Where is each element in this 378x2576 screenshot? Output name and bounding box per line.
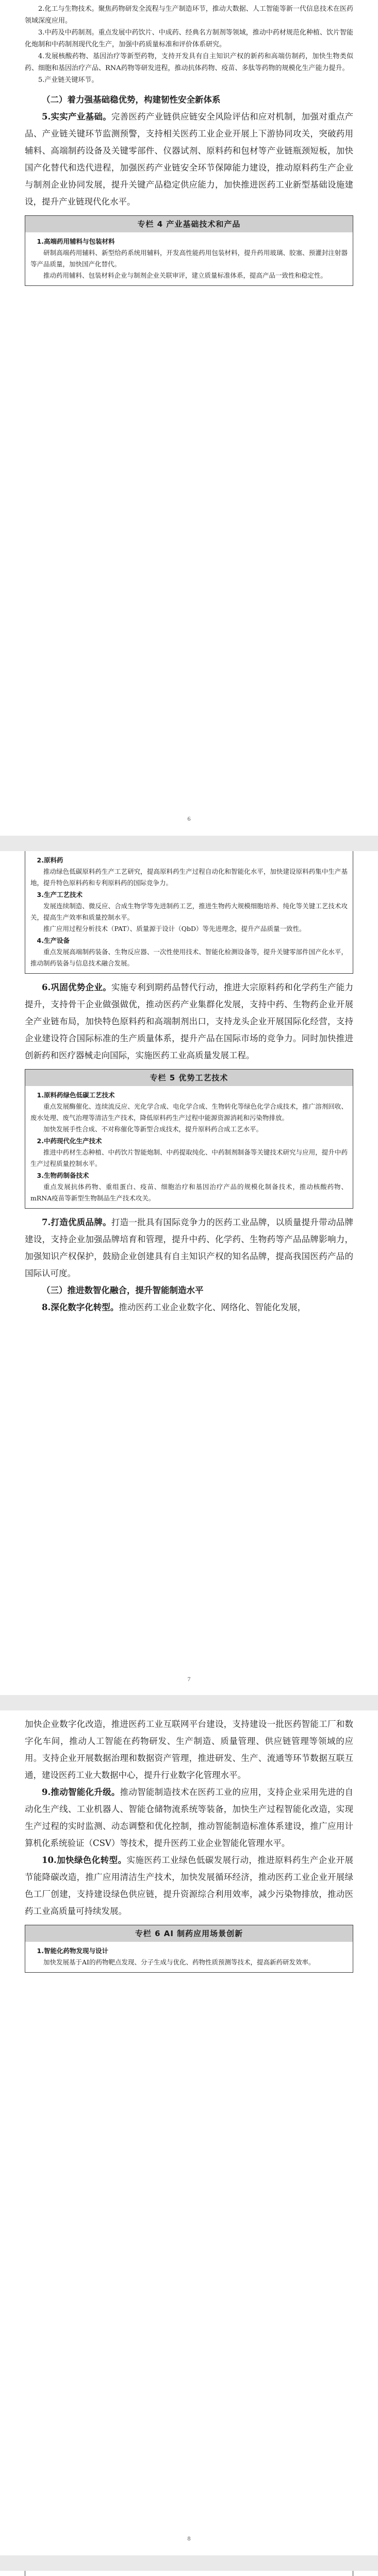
box-subheading: 1.智能化药物发现与设计 (37, 1947, 108, 1955)
page-number: 7 (187, 1675, 191, 1683)
paragraph (25, 1784, 353, 1852)
box-paragraph (30, 2574, 348, 2576)
box-subheading: 1.原料药绿色低碳工艺技术 (37, 1091, 115, 1099)
box-paragraph: 重点发展抗体药物、重组蛋白、疫苗、细胞治疗和基因治疗产品的规模化制备技术，推动核酸药物、mRNA疫苗等新型生物制品生产技术攻关。 (30, 1183, 348, 1202)
body-text-small (25, 3, 353, 86)
box-subheading: 4.生产设备 (37, 937, 70, 944)
box-paragraph: 发展连续制造、微反应、合成生物学等先进制药工艺，推进生物药大规模细胞培养、纯化等关键工艺技术攻关，提高生产效率和质量控制水平。 (30, 902, 348, 921)
page-gap (0, 836, 378, 851)
box-subheading: 1.高端药用辅料与包装材料 (37, 238, 115, 245)
sidebar-box (25, 1925, 353, 1973)
sidebar-box-continued (25, 851, 353, 974)
paragraph (25, 1852, 353, 1920)
paragraph: 3.中药及中药制剂。重点发展中药饮片、中成药、经典名方制剂等领域，推动中药材规范化种植、饮片智能化炮制和中药制剂现代化生产，加强中药质量标准和评价体系研究。 (25, 29, 353, 48)
box-subheading: 3.生产工艺技术 (37, 891, 83, 899)
section-heading: （二）着力强基础稳优势，构建韧性安全新体系 (42, 95, 221, 105)
box-paragraph: 重点发展酶催化、连续流反应、光化学合成、电化学合成、生物转化等绿色化学合成技术，推广溶剂回收、废水处理、废气治理等清洁生产技术，降低原料药生产过程中能源资源消耗和污染物排放。 (30, 1103, 348, 1122)
paragraph-lead: 8.深化数字化转型。 (42, 1302, 119, 1312)
paragraph-text: 打造一批具有国际竞争力的医药工业品牌，以质量提升带动品牌建设，支持企业加强品牌培育和管理，提升中药、化学药、生物药等产品品牌影响力，加强知识产权保护，鼓励企业创建具有自主知识产权的知名品牌，提高我国医药产品的国际认可度。 (25, 1217, 353, 1278)
box-paragraph: 推动药用辅料、包装材料企业与制剂企业关联审评，建立质量标准体系，提高产品一致性和稳定性。 (43, 272, 327, 279)
document-page (0, 2571, 378, 2576)
page-number: 8 (187, 2535, 191, 2542)
box-paragraph: 加快发展手性合成、不对称催化等新型合成技术，提升原料药合成工艺水平。 (43, 1125, 263, 1133)
box-subheading: 2.中药现代化生产技术 (37, 1137, 102, 1145)
box-paragraph: 推进中药材生态种植、中药饮片智能炮制、中药提取纯化、中药制剂制备等关键技术研究与应用，提升中药生产过程质量控制水平。 (30, 1148, 348, 1167)
box-paragraph: 推广应用过程分析技术（PAT）、质量源于设计（QbD）等先进理念，提升产品质量一致性。 (43, 925, 306, 933)
paragraph: 加快企业数字化改造，推进医药工业互联网平台建设，支持建设一批医药智能工厂和数字化车间，推动人工智能在药物研发、生产制造、质量管理、供应链管理等领域的应用。支持企业开展数据治理和数据资产管理，推进研发、生产、流通等环节数据互联互通，建设医药工业大数据中心，提升行业数字化管理水平。 (25, 1719, 353, 1780)
paragraph-lead: 9.推动智能化升级。 (42, 1787, 120, 1797)
page-gap (0, 2555, 378, 2571)
paragraph-lead: 7.打造优质品牌。 (42, 1217, 111, 1227)
paragraph-text: 实施医药工业绿色低碳发展行动，推进原料药生产企业开展节能降碳改造，推广应用清洁生产技术，加快发展循环经济，推动医药工业企业开展绿色工厂创建，支持建设绿色供应链，提升资源综合利用效率，减少污染物排放，推动医药工业高质量可持续发展。 (25, 1855, 354, 1916)
paragraph: 5.产业链关键环节。 (38, 76, 98, 84)
box-paragraph: 重点发展高端制药装备、生物反应器、一次性使用技术、智能化检测设备等，提升关键零部件国产化水平，推动制药装备与信息技术融合发展。 (30, 948, 348, 967)
paragraph (25, 979, 353, 1064)
paragraph-text: 推动医药工业企业数字化、网络化、智能化发展， (119, 1302, 306, 1312)
paragraph: 2.化工与生物技术。聚焦药物研发全流程与生产制造环节，推动大数据、人工智能等新一代信息技术在医药领域深度应用。 (25, 5, 353, 25)
paragraph (25, 1299, 353, 1316)
document-page (0, 1710, 378, 2555)
section-heading: （三）推进数智化融合，提升智能制造水平 (42, 1285, 204, 1295)
box-title: 专栏 5 优势工艺技术 (25, 1070, 353, 1086)
paragraph: 4.发展核酸药物、基因治疗等新型药物，支持开发具有自主知识产权的新药和高端仿制药，加快生物类似药、细胞和基因治疗产品、RNA药物等研发进程，推动抗体药物、疫苗、多肽等药物的规模化生产能力提升。 (25, 53, 353, 72)
page-gap (0, 1695, 378, 1710)
box-paragraph: 加快发展基于AI的药物靶点发现、分子生成与优化、药物性质预测等技术，提高新药研发效率。 (43, 1958, 315, 1966)
sidebar-box-continued (25, 2571, 353, 2576)
box-paragraph: 推动绿色低碳原料药生产工艺研究，提高原料药生产过程自动化和智能化水平，加快建设原料药集中生产基地，提升特色原料药和专利原料药的国际竞争力。 (30, 868, 348, 887)
document-page (0, 851, 378, 1695)
paragraph-text: 实施专利到期药品替代行动，推进大宗原料药和化学药生产能力提升，支持骨干企业做强做优，推动医药产业集群化发展，支持中药、生物药企业开展全产业链布局，加快特色原料药和高端制剂出口，支持龙头企业开展国际化经营，支持企业建设符合国际标准的生产质量体系，提升产品在国际市场的竞争力。同时加快推进创新药和医疗器械走向国际，实施医药工业高质量发展工程。 (25, 982, 353, 1060)
paragraph (25, 108, 353, 210)
paragraph-text: 完善医药产业链供应链安全风险评估和应对机制，加强对重点产品、产业链关键环节监测预警，支持相关医药工业企业开展上下游协同攻关，突破药用辅料、高端制药设备及关键零部件、仪器试剂、原料药和包材等产业链瓶颈短板，加快国产化替代和迭代进程，加强医药产业链安全环节保障能力建设，推动原料药生产企业与制剂企业协同发展，提升关键产品稳定供应能力，加快推进医药工业新型基础设施建设，提升产业链现代化水平。 (25, 112, 353, 207)
paragraph-lead: 6.巩固优势企业。 (42, 982, 111, 992)
paragraph-lead: 10.加快绿色化转型。 (42, 1855, 127, 1865)
box-title: 专栏 4 产业基础技术和产品 (25, 216, 353, 232)
sidebar-box (25, 215, 353, 286)
paragraph-text: 推动智能制造技术在医药工业的应用，支持企业采用先进的自动化生产线、工业机器人、智能仓储物流系统等装备，加快生产过程智能化改造，实现生产过程的实时监测、动态调整和优化控制，推动智能制造标准体系建设，推广应用计算机化系统验证（CSV）等技术，提升医药工业企业智能化管理水平。 (25, 1787, 353, 1848)
box-subheading: 3.生物药制备技术 (37, 1172, 89, 1179)
box-paragraph: 研制高端药用辅料、新型给药系统用辅料，开发高性能药用包装材料，提升药用玻璃、胶塞、预灌封注射器等产品质量，加快国产化替代。 (30, 249, 348, 268)
document-page (0, 0, 378, 836)
sidebar-box (25, 1069, 353, 1209)
paragraph (25, 1214, 353, 1282)
box-subheading: 2.原料药 (37, 856, 63, 864)
page-number: 6 (187, 815, 191, 822)
paragraph-lead: 5.实实产业基础。 (42, 112, 111, 122)
box-title: 专栏 6 AI 制药应用场景创新 (25, 1925, 353, 1942)
